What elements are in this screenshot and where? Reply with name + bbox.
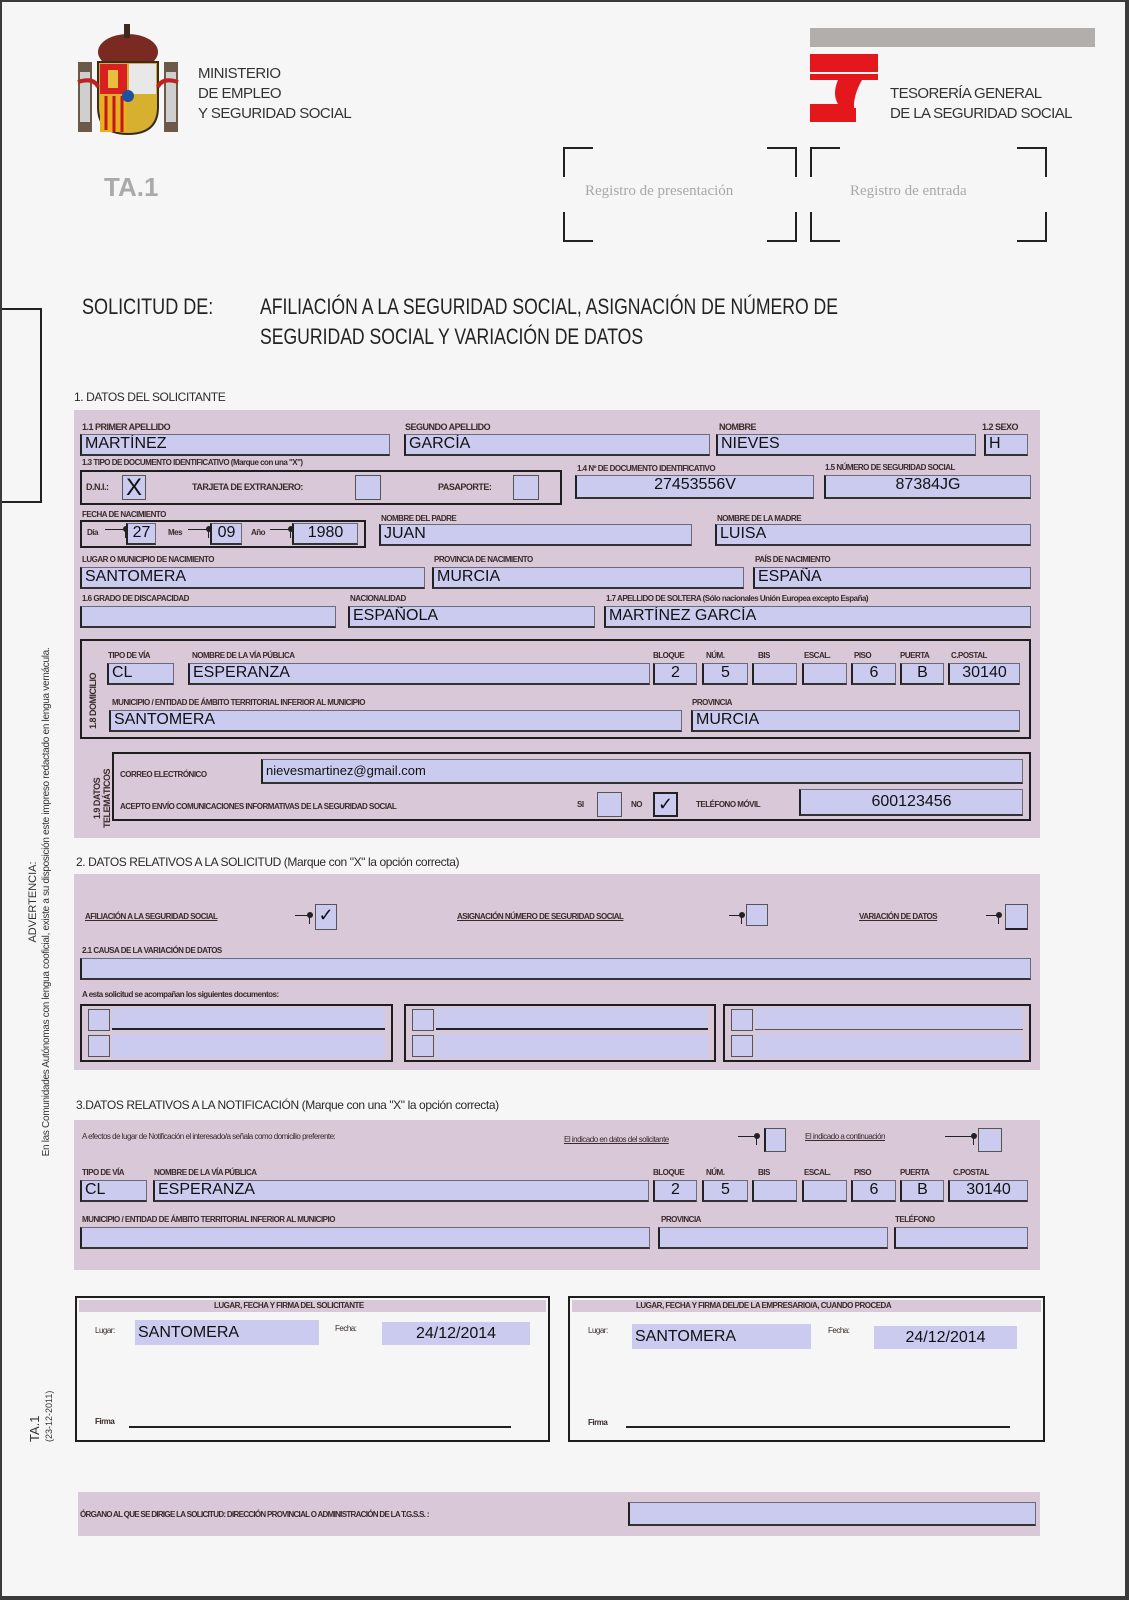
organo-field[interactable] — [628, 1502, 1036, 1526]
sexo-label: 1.2 SEXO — [982, 422, 1019, 432]
title-bracket — [2, 308, 42, 503]
notif-bis-field[interactable] — [752, 1180, 797, 1202]
documento-field[interactable] — [755, 1034, 1023, 1058]
title-line-1: AFILIACIÓN A LA SEGURIDAD SOCIAL, ASIGNACIÓN DE NÚMERO DE — [260, 294, 839, 319]
organo-label: ÓRGANO AL QUE SE DIRIGE LA SOLICITUD: DIRECCIÓN PROVINCIAL O ADMINISTRACIÓN DE LA T.G.S.S. : — [80, 1510, 429, 1519]
num-documento-label: 1.4 Nº DE DOCUMENTO IDENTIFICATIVO — [577, 464, 716, 473]
tarjeta-extranjero-checkbox[interactable] — [355, 475, 381, 500]
empresa-fecha-field[interactable]: 24/12/2014 — [874, 1326, 1017, 1349]
sexo-field[interactable]: H — [984, 434, 1028, 456]
email-field[interactable]: nievesmartinez@gmail.com — [261, 759, 1023, 784]
municipio-label: MUNICIPIO / ENTIDAD DE ÁMBITO TERRITORIAL INFERIOR AL MUNICIPIO — [112, 698, 365, 707]
section2-title: 2. DATOS RELATIVOS A LA SOLICITUD (Marque con "X" la opción correcta) — [76, 855, 460, 869]
provincia-field[interactable]: MURCIA — [691, 710, 1020, 732]
notif-bloque-field[interactable]: 2 — [653, 1180, 697, 1202]
fecha-nacimiento-label: FECHA DE NACIMIENTO — [82, 510, 166, 519]
discapacidad-field[interactable] — [80, 606, 336, 628]
firma-empresa-title: LUGAR, FECHA Y FIRMA DEL/DE LA EMPRESARIO/A, CUANDO PROCEDA — [636, 1301, 892, 1310]
documento-field[interactable] — [436, 1034, 708, 1058]
tgss-line: TESORERÍA GENERAL — [890, 85, 1042, 102]
no-label: NO — [631, 800, 642, 809]
notif-municipio-field[interactable] — [80, 1227, 650, 1249]
num-ss-label: 1.5 NÚMERO DE SEGURIDAD SOCIAL — [825, 463, 955, 472]
ministry-line: Y SEGURIDAD SOCIAL — [198, 105, 352, 122]
notif-provincia-label: PROVINCIA — [661, 1215, 701, 1224]
header-grey-bar — [810, 28, 1095, 47]
mes-field[interactable]: 09 — [210, 523, 242, 545]
title-line-2: SEGURIDAD SOCIAL Y VARIACIÓN DE DATOS — [260, 324, 644, 349]
notif-telefono-label: TELÉFONO — [895, 1215, 935, 1224]
bis-field[interactable] — [752, 663, 797, 685]
pais-nacimiento-label: PAÍS DE NACIMIENTO — [755, 555, 831, 564]
solicitante-firma-label: Firma — [95, 1417, 115, 1426]
escal-field[interactable] — [802, 663, 847, 685]
notif-piso-field[interactable]: 6 — [851, 1180, 896, 1202]
opcion-continuacion-checkbox[interactable] — [978, 1128, 1002, 1152]
notif-municipio-label: MUNICIPIO / ENTIDAD DE ÁMBITO TERRITORIAL INFERIOR AL MUNICIPIO — [82, 1215, 335, 1224]
notif-puerta-label: PUERTA — [900, 1168, 930, 1177]
piso-field[interactable]: 6 — [851, 663, 896, 685]
empresa-fecha-label: Fecha: — [828, 1326, 850, 1335]
no-checkbox[interactable]: ✓ — [653, 792, 678, 817]
solicitante-firma-line[interactable] — [129, 1426, 511, 1428]
documento-checkbox[interactable] — [731, 1035, 753, 1057]
solicitante-lugar-label: Lugar: — [95, 1326, 115, 1335]
section3-title: 3.DATOS RELATIVOS A LA NOTIFICACIÓN (Marque con una "X" la opción correcta) — [76, 1098, 499, 1112]
warning-note — [26, 537, 54, 1267]
nombre-madre-field[interactable]: LUISA — [715, 524, 1031, 546]
form-page — [2, 2, 1125, 1596]
notif-nombre-via-label: NOMBRE DE LA VÍA PÚBLICA — [154, 1168, 257, 1177]
mes-label: Mes — [168, 528, 183, 537]
documento-checkbox[interactable] — [412, 1009, 434, 1031]
num-ss-field[interactable]: 87384JG — [824, 475, 1031, 499]
apellido-soltera-label: 1.7 APELLIDO DE SOLTERA (Sólo nacionales Unión Europea excepto España) — [606, 594, 869, 603]
documentos-label: A esta solicitud se acompañan los siguientes documentos: — [82, 990, 279, 999]
form-code-side — [28, 1391, 56, 1442]
nombre-padre-field[interactable]: JUAN — [379, 524, 692, 546]
nombre-madre-label: NOMBRE DE LA MADRE — [717, 514, 802, 523]
notif-escal-label: ESCAL. — [804, 1168, 831, 1177]
empresa-lugar-field[interactable]: SANTOMERA — [632, 1324, 811, 1349]
tgss-name — [890, 84, 1072, 124]
discapacidad-label: 1.6 GRADO DE DISCAPACIDAD — [82, 594, 189, 603]
opcion-continuacion-arrow-icon — [945, 1136, 974, 1145]
nombre-via-field[interactable]: ESPERANZA — [188, 663, 650, 685]
cpostal-label: C.POSTAL — [951, 651, 987, 660]
asignacion-arrow-icon — [729, 915, 742, 924]
registro-entrada-label: Registro de entrada — [850, 183, 967, 199]
num-field[interactable]: 5 — [702, 663, 748, 685]
notif-num-label: NÚM. — [706, 1168, 725, 1177]
pais-nacimiento-field[interactable]: ESPAÑA — [753, 567, 1031, 589]
documentos-box-3 — [723, 1004, 1031, 1062]
registro-presentacion-box — [563, 147, 797, 242]
dia-arrow-icon — [105, 529, 126, 538]
opcion-solicitante-label: El indicado en datos del solicitante — [564, 1135, 669, 1144]
escal-label: ESCAL. — [804, 651, 831, 660]
variacion-checkbox[interactable] — [1005, 904, 1028, 930]
notif-nombre-via-field[interactable]: ESPERANZA — [153, 1180, 649, 1202]
nombre-via-label: NOMBRE DE LA VÍA PÚBLICA — [192, 651, 295, 660]
tgss-line: DE LA SEGURIDAD SOCIAL — [890, 105, 1072, 122]
tipo-via-field[interactable]: CL — [107, 663, 174, 685]
notif-telefono-field[interactable] — [894, 1227, 1028, 1249]
nombre-label: NOMBRE — [719, 422, 756, 432]
warning-title: ADVERTENCIA: — [27, 861, 39, 943]
segundo-apellido-label: SEGUNDO APELLIDO — [405, 422, 491, 432]
nacionalidad-field[interactable]: ESPAÑOLA — [348, 606, 595, 628]
documentos-box-1 — [80, 1004, 393, 1062]
warning-text: En las Comunidades Autónomas con lengua cooficial, existe a su disposición este impreso redactado en lengua vernácula. — [41, 647, 52, 1157]
cpostal-field[interactable]: 30140 — [948, 663, 1020, 685]
opcion-continuacion-label: El indicado a continuación — [805, 1132, 885, 1141]
firma-solicitante-box — [75, 1296, 550, 1442]
anio-label: Año — [251, 528, 266, 537]
coat-of-arms-icon — [74, 22, 182, 137]
domicilio-side-label: 1.8 DOMICILIO — [88, 672, 98, 729]
side-code: TA.1 — [27, 1415, 42, 1442]
registro-entrada-box — [810, 147, 1047, 242]
notif-bis-label: BIS — [758, 1168, 770, 1177]
tarjeta-extranjero-label: TARJETA DE EXTRANJERO: — [192, 482, 303, 492]
bis-label: BIS — [758, 651, 770, 660]
afiliacion-arrow-icon — [295, 915, 310, 924]
firma-empresa-box — [568, 1296, 1045, 1442]
bloque-field[interactable]: 2 — [653, 663, 697, 685]
municipio-field[interactable]: SANTOMERA — [109, 710, 682, 732]
dni-checkbox[interactable]: X — [122, 475, 146, 500]
dia-field[interactable]: 27 — [126, 523, 156, 545]
afiliacion-checkbox[interactable]: ✓ — [315, 904, 337, 930]
primer-apellido-field[interactable]: MARTÍNEZ — [80, 434, 390, 456]
empresa-firma-label: Firma — [588, 1418, 608, 1427]
solicitante-lugar-field[interactable]: SANTOMERA — [135, 1320, 319, 1345]
registro-presentacion-label: Registro de presentación — [585, 183, 734, 199]
ministry-name — [198, 64, 351, 124]
notif-provincia-field[interactable] — [658, 1227, 888, 1249]
provincia-nacimiento-label: PROVINCIA DE NACIMIENTO — [434, 555, 533, 564]
tipo-documento-label: 1.3 TIPO DE DOCUMENTO IDENTIFICATIVO (Marque con una "X") — [82, 458, 303, 467]
telematicos-side-line-2: TELEMÁTICOS — [102, 769, 112, 828]
causa-variacion-field[interactable] — [80, 958, 1031, 980]
solicitante-fecha-field[interactable]: 24/12/2014 — [382, 1322, 530, 1345]
anio-arrow-icon — [270, 529, 291, 538]
puerta-label: PUERTA — [900, 651, 930, 660]
apellido-soltera-field[interactable]: MARTÍNEZ GARCÍA — [604, 606, 1031, 628]
si-checkbox[interactable] — [597, 792, 622, 817]
nacionalidad-label: NACIONALIDAD — [350, 594, 406, 603]
documento-checkbox[interactable] — [88, 1009, 110, 1031]
lugar-nacimiento-label: LUGAR O MUNICIPIO DE NACIMIENTO — [82, 555, 214, 564]
primer-apellido-label: 1.1 PRIMER APELLIDO — [82, 422, 171, 432]
provincia-label: PROVINCIA — [692, 698, 732, 707]
documento-field[interactable] — [112, 1008, 385, 1030]
num-label: NÚM. — [706, 651, 725, 660]
notif-bloque-label: BLOQUE — [653, 1168, 685, 1177]
form-code: TA.1 — [104, 172, 159, 202]
notif-cpostal-label: C.POSTAL — [953, 1168, 989, 1177]
nombre-field[interactable]: NIEVES — [716, 434, 976, 456]
documento-field[interactable] — [436, 1008, 708, 1030]
documento-checkbox[interactable] — [88, 1035, 110, 1057]
side-code-date: (23-12-2011) — [44, 1390, 54, 1442]
lugar-nacimiento-field[interactable]: SANTOMERA — [80, 567, 425, 589]
segundo-apellido-field[interactable]: GARCÍA — [404, 434, 710, 456]
solicitante-fecha-label: Fecha: — [335, 1324, 357, 1333]
ministry-line: DE EMPLEO — [198, 85, 282, 102]
empresa-firma-line[interactable] — [626, 1426, 1010, 1428]
ministry-line: MINISTERIO — [198, 65, 281, 82]
anio-field[interactable]: 1980 — [292, 523, 358, 545]
dni-label: D.N.I.: — [86, 482, 109, 492]
piso-label: PISO — [854, 651, 872, 660]
asignacion-label: ASIGNACIÓN NÚMERO DE SEGURIDAD SOCIAL — [457, 912, 624, 921]
mes-arrow-icon — [188, 529, 209, 538]
notif-tipo-via-field[interactable]: CL — [80, 1180, 147, 1202]
documento-checkbox[interactable] — [731, 1009, 753, 1031]
provincia-nacimiento-field[interactable]: MURCIA — [432, 567, 744, 589]
acepto-comunicaciones-label: ACEPTO ENVÍO COMUNICACIONES INFORMATIVAS DE LA SEGURIDAD SOCIAL — [120, 802, 397, 811]
dia-label: Día — [87, 528, 98, 537]
si-label: SI — [577, 800, 584, 809]
efectos-notificacion-label: A efectos de lugar de Notificación el interesado/a señala como domicilio preferente: — [82, 1132, 336, 1141]
nombre-padre-label: NOMBRE DEL PADRE — [381, 514, 457, 523]
telefono-movil-field[interactable]: 600123456 — [799, 789, 1023, 816]
documentos-box-2 — [404, 1004, 716, 1062]
causa-variacion-label: 2.1 CAUSA DE LA VARIACIÓN DE DATOS — [82, 946, 222, 955]
telematicos-side-line-1: 1.9 DATOS — [92, 777, 102, 820]
notif-tipo-via-label: TIPO DE VÍA — [82, 1168, 125, 1177]
puerta-field[interactable]: B — [900, 663, 944, 685]
empresa-lugar-label: Lugar: — [588, 1326, 608, 1335]
documento-field[interactable] — [112, 1034, 385, 1058]
pasaporte-label: PASAPORTE: — [438, 482, 492, 492]
bloque-label: BLOQUE — [653, 651, 685, 660]
firma-solicitante-title: LUGAR, FECHA Y FIRMA DEL SOLICITANTE — [214, 1301, 364, 1310]
tgss-logo-icon — [810, 54, 880, 122]
notif-cpostal-field[interactable]: 30140 — [948, 1180, 1028, 1202]
section1-title: 1. DATOS DEL SOLICITANTE — [74, 390, 226, 404]
num-documento-field[interactable]: 27453556V — [575, 475, 814, 499]
opcion-solicitante-checkbox[interactable] — [764, 1128, 786, 1152]
documento-field[interactable] — [755, 1008, 1023, 1030]
variacion-arrow-icon — [986, 915, 999, 924]
tipo-via-label: TIPO DE VÍA — [108, 651, 151, 660]
variacion-label: VARIACIÓN DE DATOS — [859, 912, 938, 921]
asignacion-checkbox[interactable] — [746, 904, 768, 926]
afiliacion-label: AFILIACIÓN A LA SEGURIDAD SOCIAL — [85, 912, 218, 921]
pasaporte-checkbox[interactable] — [513, 475, 539, 500]
title-prefix: SOLICITUD DE: — [82, 294, 214, 319]
notif-piso-label: PISO — [854, 1168, 872, 1177]
email-label: CORREO ELECTRÓNICO — [120, 770, 207, 779]
documento-checkbox[interactable] — [412, 1035, 434, 1057]
notif-escal-field[interactable] — [802, 1180, 847, 1202]
notif-num-field[interactable]: 5 — [702, 1180, 748, 1202]
telefono-movil-label: TELÉFONO MÓVIL — [696, 800, 761, 809]
telematicos-side-label — [92, 769, 112, 828]
notif-puerta-field[interactable]: B — [900, 1180, 944, 1202]
opcion-solicitante-arrow-icon — [738, 1136, 757, 1145]
